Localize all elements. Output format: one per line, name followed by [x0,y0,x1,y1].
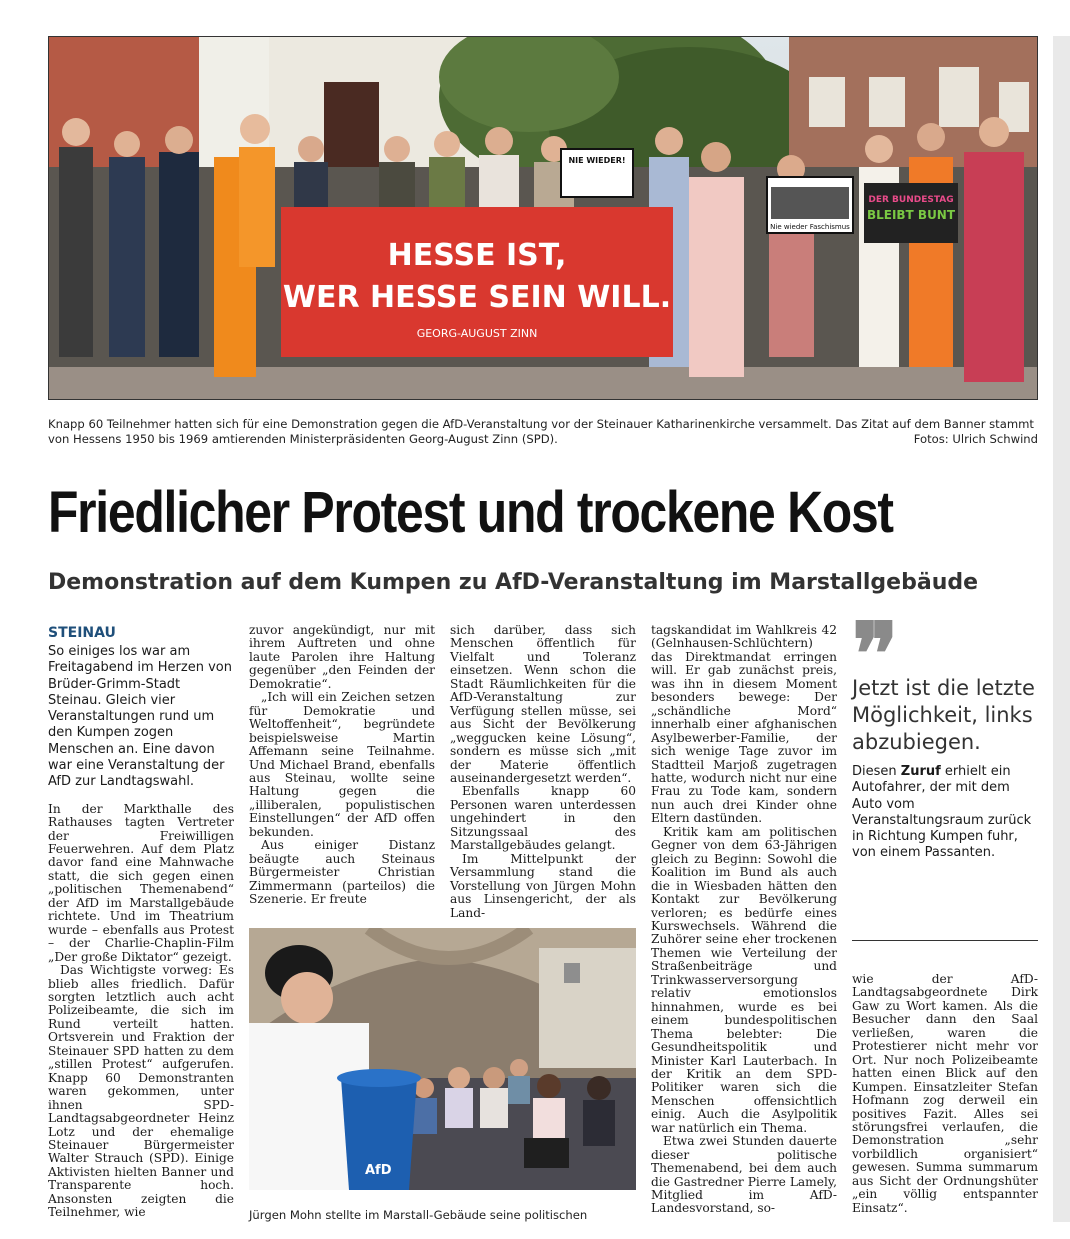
caption-text: Knapp 60 Teilnehmer hatten sich für eine Demonstration gegen die AfD-Veranstaltung vor der Steinauer Katharinenkirche versammelt. Das Zitat auf dem Banner stammt von Hessens 1950 bis 1969 amtierenden Ministerpräsidenten Georg-August Zinn (SPD). [48,417,1034,446]
quote-divider [852,940,1038,941]
banner-attribution: GEORG-AUGUST ZINN [416,327,538,340]
banner-line-2: WER HESSE SEIN WILL. [282,280,672,315]
lectern-label: AfD [365,1163,392,1178]
sign-1-text: NIE WIEDER! [568,156,626,165]
paragraph: Kritik kam am politischen Gegner von dem 63-Jährigen gleich zu Beginn: Sowohl die Koalition im Bund als auch die in Wiesbaden hätten den Kontakt zur Bevölkerung verloren; es bedürfe eines Kurswechsels. Während die Zuhörer seine eher trockenen Themen wie Verteilung der Straßenbeiträge und Trinkwasserversorgung relativ emotionslos hinnahmen, wurde es bei einem bundespolitischen Thema belebter: Die Gesundheitspolitik und Minister Karl Lauterbach. In der Kritik an dem SPD-Politiker waren sich die Menschen offensichtlich einig. Auch die Asylpolitik war natürlich ein Thema. [651,824,837,1135]
paragraph: Etwa zwei Stunden dauerte dieser politische Themenabend, bei dem auch die Gastredner Pierre Lamely, Mitglied im AfD-Landesvorstand, so- [651,1134,837,1216]
article-column-4 [651,624,837,1216]
article-lead: So einiges los war am Freitagabend im Herzen von Brüder-Grimm-Stadt Steinau. Gleich vier Veranstaltungen rund um den Kumpen zogen Menschen an. Eine davon war eine Veranstaltung der AfD zur Landtagswahl. [48,644,232,790]
paragraph: Ebenfalls knapp 60 Personen waren unterdessen ungehindert in den Sitzungssaal des Marstallgebäudes gelangt. [450,784,636,853]
quote-attribution-start: Diesen [852,764,901,779]
paragraph: Im Mittelpunkt der Versammlung stand die Vorstellung von Jürgen Mohn aus Linsengericht, der als Land- [450,851,636,920]
sign-3-line-2: BLEIBT BUNT [866,208,956,222]
paragraph: „Ich will ein Zeichen setzen für Demokratie und Weltoffenheit“, begründete beispielsweise Martin Affemann seine Teilnahme. Und Michael Brand, ebenfalls aus Steinau, wollte seine Haltung gegen die „illiberalen, populistischen Einstellungen“ der AfD offen bekunden. [249,690,435,839]
photo-caption [48,417,1038,447]
marstall-photo [249,928,636,1190]
sign-2-text: Nie wieder Faschismus [770,223,850,231]
photo-credit: Fotos: Ulrich Schwind [913,432,1038,446]
quote-text: Jetzt ist die letzte Möglichkeit, links abzubiegen. [852,676,1035,754]
banner-line-1: HESSE IST, [387,238,567,273]
paragraph: tagskandidat im Wahlkreis 42 (Gelnhausen-Schlüchtern) das Direktmandat erringen will. Er gab zunächst preis, was ihn in diesem Moment besonders bewege: Der „schändliche Mord“ innerhalb einer afghanischen Asylbewerber-Familie, der sich wenige Tage zuvor im Stadtteil Marjoß zugetragen hatte, wodurch nicht nur eine Frau zu Tode kam, sondern nun auch drei Kinder ohne Eltern dastünden. [651,623,837,826]
pull-quote [852,615,1038,941]
paragraph: In der Markthalle des Rathauses tagten Vertreter der Freiwilligen Feuerwehren. Auf dem Platz davor fand eine Mahnwache statt, die sich gegen einen „politischen Themenabend“ der AfD im Marstallgebäude richtete. Und im Theatrium wurde – ebenfalls aus Protest – der Charlie-Chaplin-Film „Der große Diktator“ gezeigt. [48,801,234,964]
paragraph: zuvor angekündigt, nur mit ihrem Auftreten und ohne laute Parolen ihre Haltung gegenüber „den Feinden der Demokratie“. [249,623,435,691]
article-column-3 [450,624,636,920]
subheadline: Demonstration auf dem Kumpen zu AfD-Veranstaltung im Marstallgebäude [48,570,979,595]
paragraph: Das Wichtigste vorweg: Es blieb alles friedlich. Dafür sorgten letztlich auch acht Polizeibeamte, die sich im Rund verteilt hatten. Ortsverein und Fraktion der Steinauer SPD hatten zu dem „stillen Protest“ aufgerufen. Knapp 60 Demonstranten waren gekommen, unter ihnen SPD-Landtagsabgeordneter Heinz Lotz und der ehemalige Steinauer Bürgermeister Walter Strauch (SPD). Einige Aktivisten hielten Banner und Transparente hoch. Ansonsten zeigten die Teilnehmer, wie [48,963,234,1220]
sign-3-line-1: DER BUNDESTAG [868,195,954,205]
article-column-2 [249,624,435,907]
quote-attribution [852,764,1038,862]
protest-photo [48,36,1038,400]
marstall-photo-caption: Jürgen Mohn stellte im Marstall-Gebäude seine politischen [249,1208,588,1222]
quote-attribution-end: erhielt ein Autofahrer, der mit dem Auto vom Veranstaltungsraum zurück in Richtung Kumpen fuhr, von einem Passanten. [852,764,1032,861]
article-column-1 [48,624,234,1220]
paragraph: wie der AfD-Landtagsabgeordnete Dirk Gaw zu Wort kamen. Als die Besucher dann den Saal verließen, waren die Protestierer nicht mehr vor Ort. Nur noch Polizeibeamte hatten einen Blick auf den Kumpen. Einsatzleiter Stefan Hofmann zog derweil ein positives Fazit. Alles sei störungsfrei verlaufen, die Demonstration „sehr vorbildlich organisiert“ gewesen. Summa summarum aus Sicht der Ordnungshüter „ein völlig entspannter Einsatz“. [852,972,1038,1215]
headline: Friedlicher Protest und trockene Kost [48,480,893,545]
paragraph: Aus einiger Distanz beäugte auch Steinaus Bürgermeister Christian Zimmermann (parteilos) die Szenerie. Er freute [249,838,435,907]
dateline: STEINAU [48,625,116,641]
quote-attribution-bold: Zuruf [900,764,941,779]
quote-mark-icon: ❞ [852,615,899,671]
page-scrollbar[interactable] [1053,36,1070,1222]
paragraph: sich darüber, dass sich Menschen öffentlich für Vielfalt und Toleranz einsetzen. Wenn schon die Stadt Räumlichkeiten für die AfD-Veranstaltung zur Verfügung stellen müsse, sei aus Sicht der Bevölkerung „weggucken keine Lösung“, sondern es müsse sich „mit der Materie öffentlich auseinandergesetzt werden“. [450,623,636,785]
article-column-5 [852,973,1038,1215]
